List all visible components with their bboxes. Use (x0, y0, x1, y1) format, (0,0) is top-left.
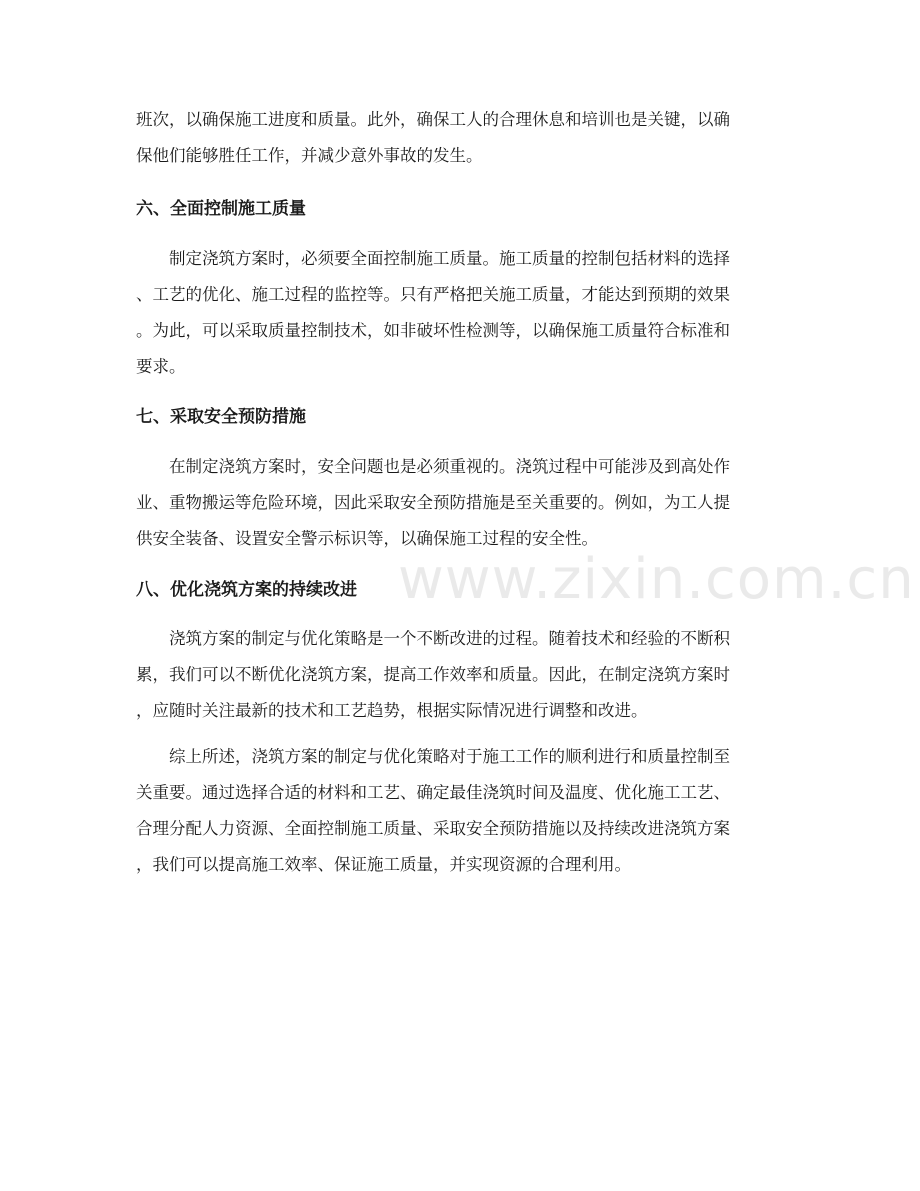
text-line: ，应随时关注最新的技术和工艺趋势，根据实际情况进行调整和改进。 (136, 701, 648, 720)
text-line: 综上所述，浇筑方案的制定与优化策略对于施工工作的顺利进行和质量控制至 (136, 747, 730, 766)
text-line: 合理分配人力资源、全面控制施工质量、采取安全预防措施以及持续改进浇筑方案 (136, 819, 730, 838)
text-line: 浇筑方案的制定与优化策略是一个不断改进的过程。随着技术和经验的不断积 (136, 629, 730, 648)
heading-text: 八、优化浇筑方案的持续改进 (136, 580, 357, 600)
text-line: 制定浇筑方案时，必须要全面控制施工质量。施工质量的控制包括材料的选择 (136, 249, 730, 268)
text-line: 班次，以确保施工进度和质量。此外，确保工人的合理休息和培训也是关键，以确 (136, 110, 730, 129)
text-line: ，我们可以提高施工效率、保证施工质量，并实现资源的合理利用。 (136, 855, 631, 874)
text-line: 在制定浇筑方案时，安全问题也是必须重视的。浇筑过程中可能涉及到高处作 (136, 457, 730, 476)
heading-text: 六、全面控制施工质量 (136, 199, 306, 219)
text-line: 累，我们可以不断优化浇筑方案，提高工作效率和质量。因此，在制定浇筑方案时 (136, 665, 730, 684)
text-line: 关重要。通过选择合适的材料和工艺、确定最佳浇筑时间及温度、优化施工工艺、 (136, 783, 730, 802)
text-line: 。为此，可以采取质量控制技术，如非破坏性检测等，以确保施工质量符合标准和 (136, 321, 730, 340)
text-line: 、工艺的优化、施工过程的监控等。只有严格把关施工质量，才能达到预期的效果 (136, 285, 730, 304)
text-line: 要求。 (136, 357, 186, 376)
text-line: 供安全装备、设置安全警示标识等，以确保施工过程的安全性。 (136, 529, 598, 548)
watermark: www.zixin.com.cn (398, 547, 915, 612)
text-line: 业、重物搬运等危险环境，因此采取安全预防措施是至关重要的。例如，为工人提 (136, 493, 730, 512)
text-line: 保他们能够胜任工作，并减少意外事故的发生。 (136, 146, 483, 165)
heading-text: 七、采取安全预防措施 (136, 407, 306, 427)
